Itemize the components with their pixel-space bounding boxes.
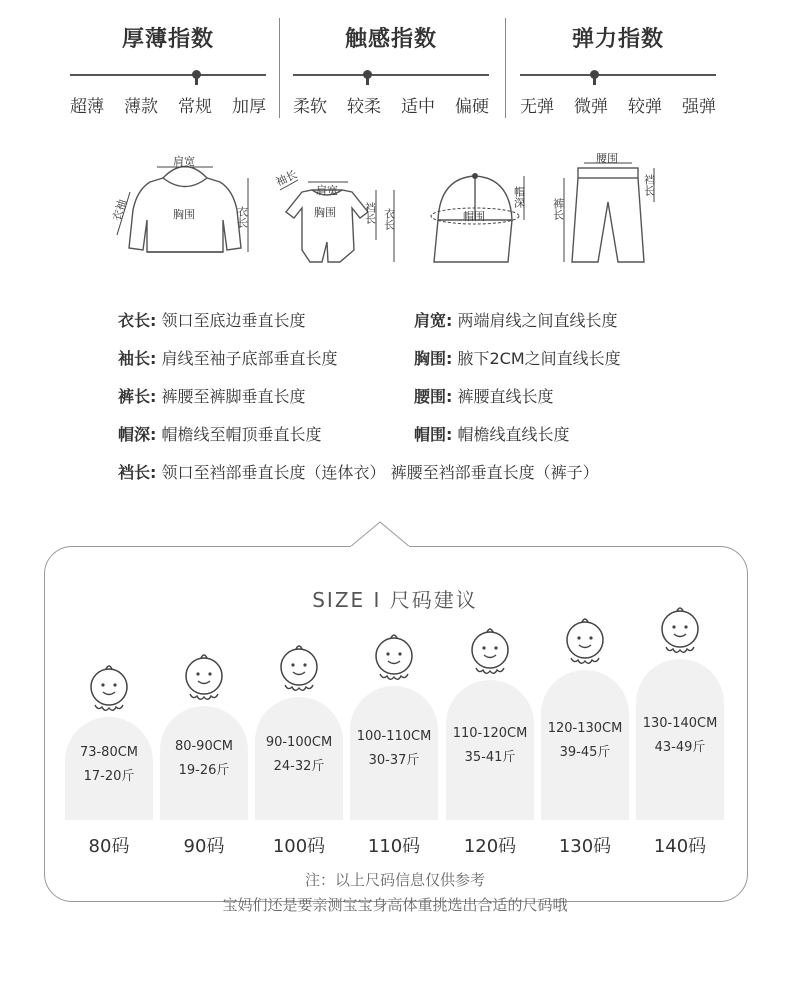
size-height-range: 80-90CM [174, 739, 234, 754]
size-height-range: 73-80CM [79, 744, 139, 760]
index-divider [279, 18, 280, 118]
definition-term: 裆长: [118, 463, 157, 482]
definition-term: 腰围: [414, 387, 453, 406]
size-height-range: 110-120CM [452, 726, 528, 741]
definition-desc: 帽檐线至帽顶垂直长度 [161, 425, 322, 444]
baby-face-icon [369, 632, 419, 684]
elasticity-index [520, 0, 716, 130]
size-weight-range: 39-45斤 [559, 745, 611, 760]
touch-options [293, 92, 489, 117]
baby-face-icon [84, 663, 134, 715]
elasticity-scale-line [520, 74, 716, 76]
definition-term: 袖长: [118, 349, 157, 368]
size-label: 100码 [272, 836, 326, 857]
definition-desc: 领口至裆部垂直长度（连体衣） 裤腰至裆部垂直长度（裤子） [161, 463, 599, 482]
hoodie-chest-label: 胸围 [173, 208, 195, 221]
definition-item [118, 460, 599, 483]
romper-shoulder-label: 肩宽 [316, 184, 338, 197]
size-height-range: 130-140CM [642, 715, 718, 731]
hoodie-length-label: 衣长 [235, 206, 249, 228]
card-pointer-icon [350, 521, 410, 548]
definition-desc: 腋下2CM之间直线长度 [457, 349, 621, 368]
size-weight-range: 43-49斤 [654, 739, 706, 755]
romper-diagram-icon [272, 150, 412, 270]
definition-term: 帽围: [414, 425, 453, 444]
elasticity-option: 强弹 [682, 97, 716, 117]
romper-sleeve-label: 袖长 [273, 167, 300, 189]
thickness-index [70, 0, 266, 130]
thickness-option: 超薄 [70, 97, 104, 117]
thickness-scale-line [70, 74, 266, 76]
definition-item [414, 308, 618, 331]
thickness-option: 薄款 [124, 97, 158, 117]
size-label: 140码 [653, 836, 707, 857]
elasticity-index-title: 弹力指数 [571, 27, 664, 52]
hat-diagram-icon [420, 150, 540, 270]
size-label: 90码 [183, 836, 225, 857]
baby-face-icon [274, 643, 324, 695]
touch-option: 偏硬 [455, 97, 489, 117]
elasticity-option: 较弹 [628, 97, 662, 117]
definition-item [118, 308, 306, 331]
definition-desc: 裤腰至裤脚垂直长度 [161, 387, 306, 406]
definition-desc: 领口至底边垂直长度 [161, 311, 306, 330]
romper-length-label: 衣长 [382, 208, 396, 230]
pants-length-label: 裤长 [551, 198, 565, 220]
pants-diagram-icon [550, 150, 670, 270]
hoodie-shoulder-label: 肩宽 [173, 155, 195, 168]
size-weight-range: 24-32斤 [273, 758, 325, 774]
size-label: 130码 [558, 836, 612, 857]
size-label: 110码 [367, 836, 421, 857]
size-weight-range: 17-20斤 [83, 768, 135, 784]
hat-circ-label: 帽围 [463, 210, 485, 223]
baby-face-icon [465, 626, 515, 678]
size-height-range: 100-110CM [356, 729, 432, 744]
elasticity-options [520, 92, 716, 117]
definition-term: 衣长: [118, 311, 157, 330]
thickness-option: 加厚 [232, 97, 266, 117]
thickness-options [70, 92, 266, 117]
size-weight-range: 35-41斤 [464, 750, 516, 765]
size-guide-title: SIZE I 尺码建议 [312, 588, 478, 612]
definition-item [414, 346, 621, 369]
size-note-line1: 注：以上尺码信息仅供参考 [304, 871, 485, 889]
touch-option: 较柔 [347, 97, 381, 117]
fabric-index-section [0, 0, 790, 130]
definition-desc: 两端肩线之间直线长度 [457, 311, 618, 330]
hoodie-diagram-icon [105, 150, 265, 270]
baby-face-icon [655, 605, 705, 657]
romper-chest-label: 胸围 [314, 206, 336, 219]
elasticity-marker-icon [590, 70, 599, 79]
definition-desc: 肩线至袖子底部垂直长度 [161, 349, 338, 368]
definition-term: 胸围: [414, 349, 453, 368]
romper-crotch-label: 裆长 [363, 202, 377, 224]
size-weight-range: 30-37斤 [368, 753, 420, 768]
size-note-line2: 宝妈们还是要亲测宝宝身高体重挑选出合适的尺码哦 [222, 896, 568, 914]
baby-face-icon [179, 652, 229, 704]
measurement-diagrams [100, 150, 680, 275]
definition-term: 肩宽: [414, 311, 453, 330]
touch-marker-icon [363, 70, 372, 79]
index-divider [505, 18, 506, 118]
definition-term: 裤长: [118, 387, 157, 406]
size-label: 80码 [88, 836, 130, 857]
hoodie-sleeve-label: 衣袖 [109, 197, 130, 223]
definition-item [414, 384, 554, 407]
thickness-index-title: 厚薄指数 [121, 27, 214, 52]
pants-waist-label: 腰围 [596, 152, 618, 165]
definition-desc: 裤腰直线长度 [457, 387, 554, 406]
size-height-range: 120-130CM [547, 721, 623, 736]
touch-index-title: 触感指数 [344, 27, 437, 52]
touch-scale-line [293, 74, 489, 76]
touch-index [293, 0, 489, 130]
touch-option: 适中 [401, 97, 435, 117]
thickness-option: 常规 [178, 97, 212, 117]
definition-item [118, 422, 322, 445]
size-weight-range: 19-26斤 [178, 763, 230, 778]
elasticity-option: 微弹 [574, 97, 608, 117]
baby-face-icon [560, 616, 610, 668]
elasticity-option: 无弹 [520, 97, 554, 117]
definition-item [118, 346, 338, 369]
hat-depth-label: 帽深 [512, 186, 526, 208]
definition-item [414, 422, 570, 445]
size-height-range: 90-100CM [265, 734, 333, 750]
definition-item [118, 384, 306, 407]
definition-term: 帽深: [118, 425, 157, 444]
size-label: 120码 [463, 836, 517, 857]
pants-crotch-label: 裆长 [642, 174, 656, 196]
definition-desc: 帽檐线直线长度 [457, 425, 570, 444]
thickness-marker-icon [192, 70, 201, 79]
touch-option: 柔软 [293, 97, 327, 117]
